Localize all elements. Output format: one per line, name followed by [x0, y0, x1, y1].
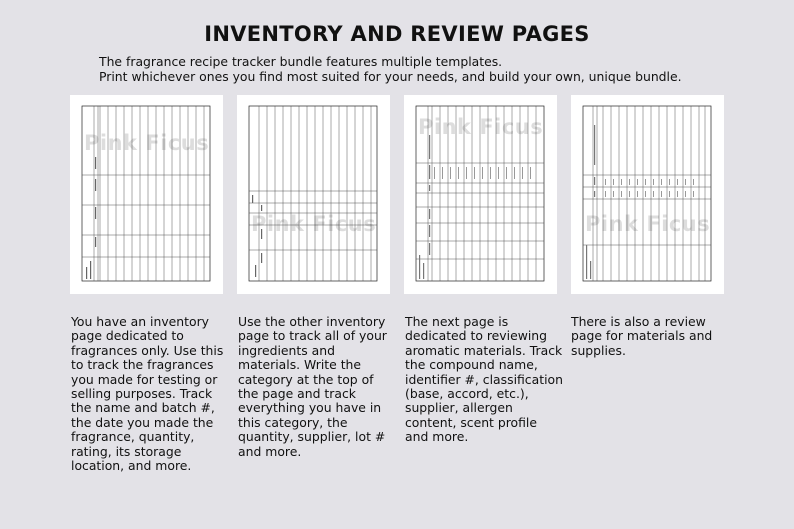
subtitle	[99, 55, 779, 84]
description-supplies-review: There is also a review page for materials and supplies.	[571, 314, 713, 358]
subtitle-line-1: The fragrance recipe tracker bundle features multiple templates.	[99, 54, 503, 69]
table-grid-4	[571, 95, 724, 294]
fragrance-inventory-preview	[70, 95, 223, 294]
watermark: Pink Ficus	[251, 212, 377, 236]
watermark: Pink Ficus	[585, 212, 711, 236]
description-fragrance-inventory: You have an inventory page dedicated to fragrances only. Use this to track the fragrances you made for testing or selling purposes. Track the name and batch #, the date you made the fragrance, quantity, rating, its storage location, and more.	[71, 314, 224, 474]
supplies-review-preview	[571, 95, 724, 294]
watermark: Pink Ficus	[418, 115, 544, 139]
table-grid-1	[70, 95, 223, 294]
page-title: INVENTORY AND REVIEW PAGES	[204, 22, 590, 46]
aromatic-review-preview	[404, 95, 557, 294]
description-ingredients-inventory: Use the other inventory page to track all of your ingredients and materials. Write the category at the top of the page and track everything you have in this category, the quantity, supplier, lot # and more.	[238, 314, 387, 459]
subtitle-line-2: Print whichever ones you find most suited for your needs, and build your own, unique bundle.	[99, 68, 682, 84]
ingredients-inventory-preview	[237, 95, 390, 294]
table-grid-3	[404, 95, 557, 294]
watermark: Pink Ficus	[84, 131, 210, 155]
description-aromatic-review: The next page is dedicated to reviewing aromatic materials. Track the compound name, identifier #, classification (base, accord, etc.), supplier, allergen content, scent profile and more.	[405, 314, 563, 445]
table-grid-2	[237, 95, 390, 294]
